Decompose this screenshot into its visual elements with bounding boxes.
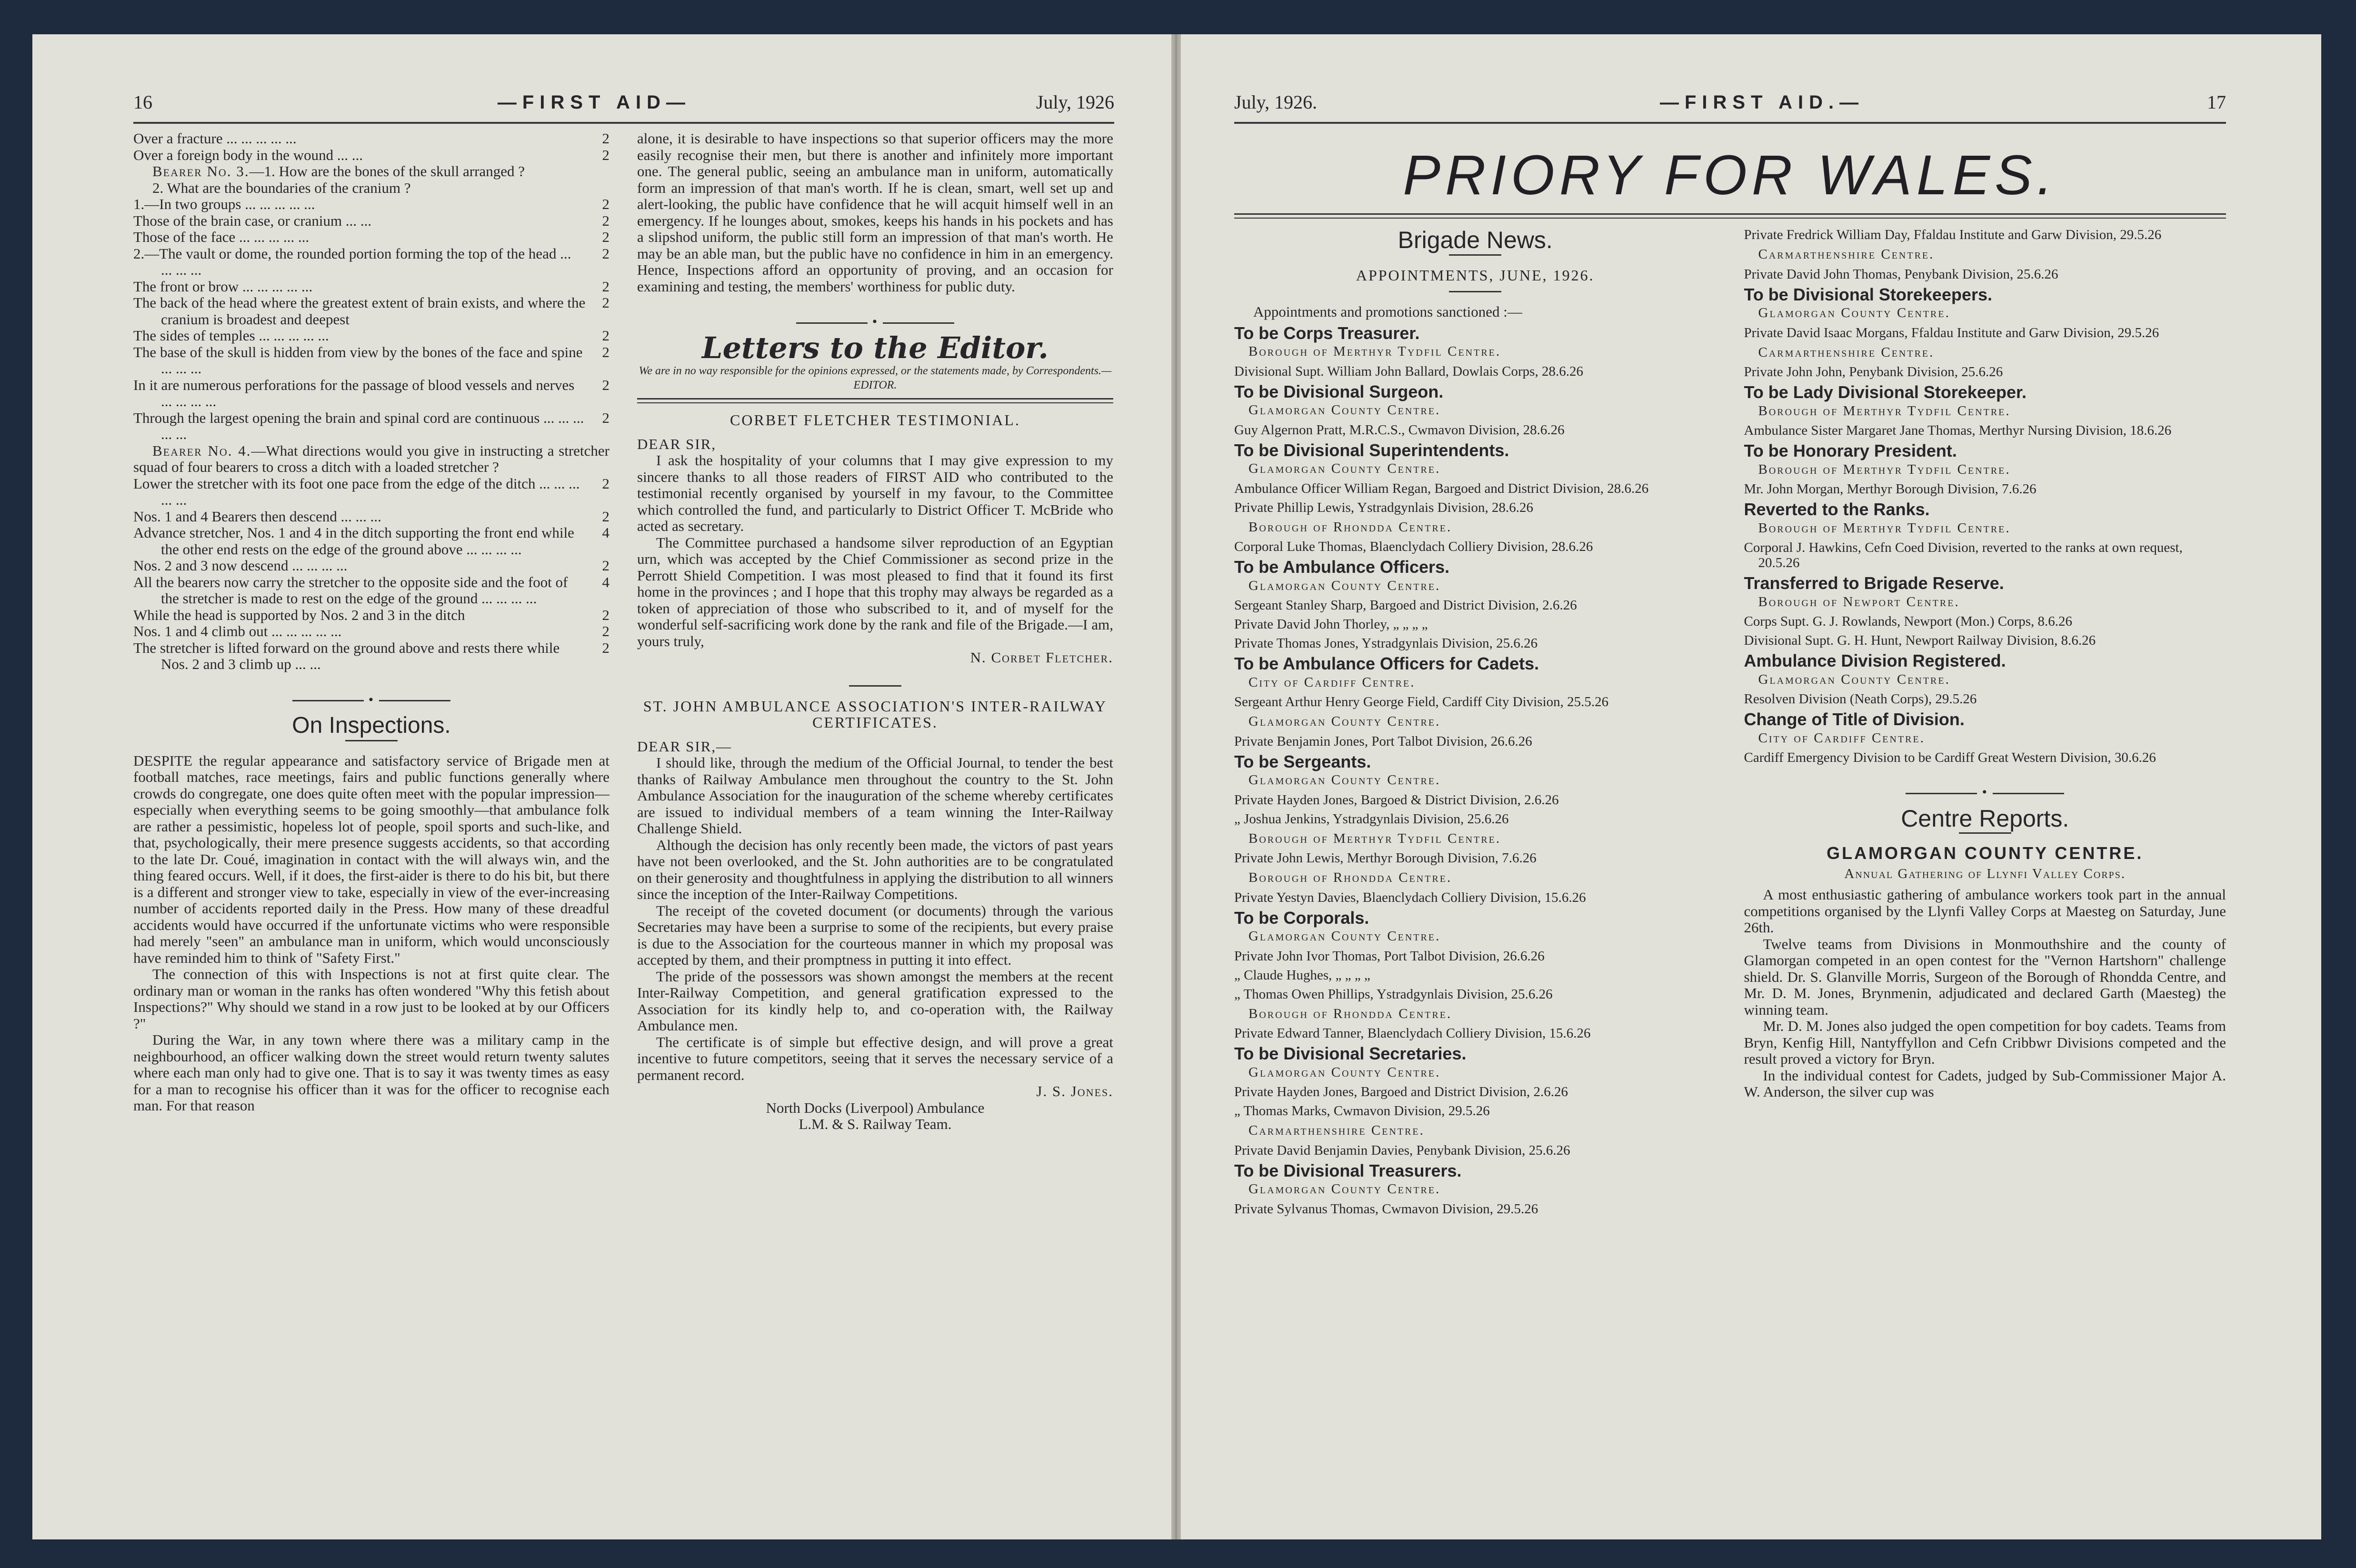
inspections-para: DESPITE the regular appearance and satisfactory service of Brigade men at football matches, race meetings, fairs and public functions generally where crowds do congregate, one does quite often meet with the popular impression—especially when everything seems to be going smoothly—that ambulance folk are rather a pessimistic, hopeless lot of people, spoil sports and such-like, and that, psychologically, their mere presence suggests accidents, so that according to the late Dr. Coué, imagination in contact with the will always win, and the thing feared occurs. Well, if it does, the first-aider is there to do his bit, but there is a different and stronger view to take, especially in view of the ever-increasing number of accidents reported daily in the Press. How many of these dreadful accidents would have occurred if the unfortunate victims who were responsible had merely "seen" an ambulance man in uniform, which would unconsciously have reminded him to think of "Safety First." xyxy=(133,752,609,966)
letter-para: Although the decision has only recently been made, the victors of past years have not been overlooked, and the St. John authorities are to be congratulated on their generosity and thoughtfulness in applying the distribution to all winners since the inception of the Inter-Railway Competitions. xyxy=(637,836,1113,902)
answer-text: Through the largest opening the brain and spinal cord are continuous ... ... ... ... ... xyxy=(133,409,584,442)
centre-name: Glamorgan County Centre. xyxy=(1758,305,1950,320)
short-rule xyxy=(345,740,398,741)
appointment-heading: To be Lady Divisional Storekeeper. xyxy=(1744,382,2027,402)
appointment-entry: Private Edward Tanner, Blaenclydach Colliery Division, 15.6.26 xyxy=(1234,1026,1591,1041)
appointment-entry: Private Yestyn Davies, Blaenclydach Colliery Division, 15.6.26 xyxy=(1234,889,1586,905)
answer-row xyxy=(133,229,609,246)
centre-name: City of Cardiff Centre. xyxy=(1758,730,1925,746)
short-rule xyxy=(849,685,901,687)
marks: 2 xyxy=(602,409,609,426)
answer-row xyxy=(133,377,609,410)
appointment-entry: Corps Supt. G. J. Rowlands, Newport (Mon.) Corps, 8.6.26 xyxy=(1744,614,2073,629)
report-para: Twelve teams from Divisions in Monmouthshire and the county of Glamorgan competed in an open contest for the "Vernon Hartshorn" challenge shield. Dr. S. Glanville Morris, Surgeon of the Borough of Rhondda Centre, and Mr. D. M. Jones, Brynmenin, adjudicated and declared Garth (Maesteg) the winning team. xyxy=(1744,935,2226,1018)
answer-text: 1.—In two groups ... ... ... ... ... xyxy=(133,196,315,212)
centre-name: Glamorgan County Centre. xyxy=(1248,461,1441,476)
centre-name: Borough of Rhondda Centre. xyxy=(1248,519,1452,535)
marks: 2 xyxy=(602,146,609,163)
appointment-entry: Private Hayden Jones, Bargoed and District Division, 2.6.26 xyxy=(1234,1084,1568,1099)
marks: 2 xyxy=(602,278,609,295)
centre-name: City of Cardiff Centre. xyxy=(1248,674,1416,690)
marks: 2 xyxy=(602,475,609,492)
marks: 2 xyxy=(602,343,609,360)
letter-para: The receipt of the coveted document (or documents) through the various Secretaries may have been a surprise to some of the recipients, but every praise is due to the Association for the courteous manner in which my proposal was accepted by them, and their promptness in putting it into effect. xyxy=(637,902,1113,968)
report-subheading: Annual Gathering of Llynfi Valley Corps. xyxy=(1844,866,2126,881)
appointment-entry: Private David John Thomas, Penybank Division, 25.6.26 xyxy=(1744,266,2058,282)
issue-date: July, 1926. xyxy=(1234,91,1318,113)
appointment-heading: To be Sergeants. xyxy=(1234,751,1371,771)
short-rule xyxy=(1449,291,1501,292)
answer-row xyxy=(133,558,609,574)
marks: 2 xyxy=(602,508,609,525)
appointment-heading: To be Divisional Surgeon. xyxy=(1234,381,1444,401)
sja-title: ST. JOHN AMBULANCE ASSOCIATION'S INTER-RAILWAY CERTIFICATES. xyxy=(643,697,1108,731)
signature: N. Corbet Fletcher. xyxy=(970,649,1113,666)
appointment-entry: Private John Ivor Thomas, Port Talbot Division, 26.6.26 xyxy=(1234,948,1545,964)
corbet-title: CORBET FLETCHER TESTIMONIAL. xyxy=(730,411,1020,429)
right-column-1 xyxy=(1234,227,1717,1220)
letter-para: I should like, through the medium of the Official Journal, to tender the best thanks of Railway Ambulance men throughout the country to the St. John Ambulance Association for the inauguration of the scheme whereby certificates are issued to individual members of a team winning the Inter-Railway Challenge Shield. xyxy=(637,754,1113,837)
salutation: DEAR SIR,— xyxy=(637,738,732,755)
appointment-heading: Transferred to Brigade Reserve. xyxy=(1744,573,2004,593)
centre-name: Glamorgan County Centre. xyxy=(1248,1064,1441,1080)
signature-address: L.M. & S. Railway Team. xyxy=(799,1116,952,1132)
appointment-entry: „ Joshua Jenkins, Ystradgynlais Division, 25.6.26 xyxy=(1234,811,1509,827)
centre-name: Borough of Rhondda Centre. xyxy=(1248,870,1452,885)
appointment-entry: Private Benjamin Jones, Port Talbot Division, 26.6.26 xyxy=(1234,733,1532,749)
appointment-entry: Guy Algernon Pratt, M.R.C.S., Cwmavon Division, 28.6.26 xyxy=(1234,422,1565,438)
answer-text: Nos. 2 and 3 now descend ... ... ... ... xyxy=(133,557,348,574)
answer-row xyxy=(133,574,609,607)
answer-text: Over a foreign body in the wound ... ... xyxy=(133,146,363,163)
letter-para: The Committee purchased a handsome silver reproduction of an Egyptian urn, which was accepted by the Chief Commissioner as second prize in the Perrott Shield Competition. I was most pleased to find that it found its first home in the provinces ; and I hope that this trophy may always be regarded as a token of appreciation of those who subscribed to it, and of myself for the wonderful self-sacrificing work done by the rank and file of the Brigade.—I am, yours truly, xyxy=(637,534,1113,649)
appointment-entry: Sergeant Stanley Sharp, Bargoed and District Division, 2.6.26 xyxy=(1234,598,1577,613)
answer-row xyxy=(133,509,609,525)
appointment-heading: To be Divisional Storekeepers. xyxy=(1744,284,1993,304)
running-head xyxy=(1234,87,2226,124)
letter-para: I ask the hospitality of your columns that I may give expression to my sincere thanks to all those readers of FIRST AID who contributed to the testimonial recently organised by yourself in my favour, to the Committee which controlled the fund, and particularly to District Officer T. McBride who acted as secretary. xyxy=(637,452,1113,534)
answer-text: Advance stretcher, Nos. 1 and 4 in the ditch supporting the front end while the other end rests on the edge of the ground above ... ... ... ... xyxy=(133,524,574,558)
masthead: —FIRST AID— xyxy=(497,92,691,113)
bearer3-question-2: 2. What are the boundaries of the cranium ? xyxy=(152,179,411,196)
answer-text: In it are numerous perforations for the passage of blood vessels and nerves ... ... ... ... xyxy=(133,376,575,409)
answer-text: All the bearers now carry the stretcher to the opposite side and the foot of the stretcher is made to rest on the edge of the ground ... ... ... ... xyxy=(133,573,568,607)
answer-row xyxy=(133,279,609,295)
centre-name: Glamorgan County Centre. xyxy=(1248,1181,1441,1197)
answer-text: The back of the head where the greatest extent of brain exists, and where the cranium is broadest and deepest xyxy=(133,294,586,328)
appointment-heading: To be Divisional Superintendents. xyxy=(1234,440,1509,460)
letter-para: The pride of the possessors was shown amongst the members at the recent Inter-Railway Competition, and general gratification expressed to the Association for its kindly help to, and co-operation with, the Railway Ambulance men. xyxy=(637,968,1113,1034)
right-column-2 xyxy=(1744,227,2226,1220)
answer-text: Nos. 1 and 4 Bearers then descend ... ... ... xyxy=(133,508,381,525)
appointment-entry: Resolven Division (Neath Corps), 29.5.26 xyxy=(1744,691,1977,707)
brigade-news-title: Brigade News. xyxy=(1398,227,1553,253)
report-para: Mr. D. M. Jones also judged the open competition for boy cadets. Teams from Bryn, Kenfig Hill, Nantyffyllon and Cefn Cribbwr Divisions competed and the result proved a victory for Bryn. xyxy=(1744,1018,2226,1067)
editor-disclaimer: We are in no way responsible for the opinions expressed, or the statements made, by Correspondents.—EDITOR. xyxy=(639,365,1112,391)
appointment-entry: Divisional Supt. G. H. Hunt, Newport Railway Division, 8.6.26 xyxy=(1744,633,2096,648)
answer-text: The sides of temples ... ... ... ... ... xyxy=(133,327,329,344)
answer-row xyxy=(133,328,609,344)
centre-name: Glamorgan County Centre. xyxy=(1248,714,1441,729)
appointment-entry: „ Claude Hughes, „ „ „ „ xyxy=(1234,967,1370,983)
appointment-entry: Mr. John Morgan, Merthyr Borough Division, 7.6.26 xyxy=(1744,481,2037,497)
marks: 2 xyxy=(602,294,609,311)
centre-name: Glamorgan County Centre. xyxy=(1758,671,1950,687)
appointment-heading: To be Ambulance Officers. xyxy=(1234,557,1450,577)
appointment-entry: Sergeant Arthur Henry George Field, Cardiff City Division, 25.5.26 xyxy=(1234,694,1609,709)
appointment-heading: To be Corporals. xyxy=(1234,908,1369,928)
ornament-divider: • xyxy=(637,314,1113,330)
centre-name: Carmarthenshire Centre. xyxy=(1758,344,1935,360)
centre-name: Glamorgan County Centre. xyxy=(1248,578,1441,593)
right-page xyxy=(1181,34,2321,1539)
answer-row xyxy=(133,607,609,624)
centre-name: Borough of Rhondda Centre. xyxy=(1248,1006,1452,1021)
answer-row xyxy=(133,246,609,279)
centre-name: Borough of Merthyr Tydfil Centre. xyxy=(1758,403,2011,419)
ornament-divider: • xyxy=(1744,784,2226,801)
short-rule xyxy=(1959,832,2011,834)
marks: 2 xyxy=(602,639,609,656)
bearer3-question: Bearer No. 3.—1. How are the bones of the skull arranged ? xyxy=(152,163,525,180)
appointment-entry: Private Sylvanus Thomas, Cwmavon Division, 29.5.26 xyxy=(1234,1201,1538,1217)
priory-title: PRIORY FOR WALES. xyxy=(1403,144,2057,207)
report-para: In the individual contest for Cadets, judged by Sub-Commissioner Major A. W. Anderson, the silver cup was xyxy=(1744,1067,2226,1100)
answer-text: The front or brow ... ... ... ... ... xyxy=(133,278,313,295)
inspections-para: The connection of this with Inspections is not at first quite clear. The ordinary man or woman in the ranks has often wondered "Why this fetish about Inspections?" Why should we stand in a row just to be looked at by our Officers ?" xyxy=(133,966,609,1032)
salutation: DEAR SIR, xyxy=(637,435,717,452)
centre-name: Glamorgan County Centre. xyxy=(1248,772,1441,788)
appointment-entry: Cardiff Emergency Division to be Cardiff Great Western Division, 30.6.26 xyxy=(1744,750,2156,765)
appointment-entry: Private David Isaac Morgans, Ffaldau Institute and Garw Division, 29.5.26 xyxy=(1744,325,2159,340)
answer-text: Over a fracture ... ... ... ... ... xyxy=(133,130,297,147)
appointments-intro: Appointments and promotions sanctioned :— xyxy=(1253,303,1522,320)
bearer4-question: Bearer No. 4.—What directions would you give in instructing a stretcher squad of four bearers to cross a ditch with a loaded stretcher ? xyxy=(133,442,609,475)
marks: 2 xyxy=(602,623,609,639)
appointment-heading: Reverted to the Ranks. xyxy=(1744,499,1930,519)
appointment-heading: To be Divisional Treasurers. xyxy=(1234,1160,1462,1180)
centre-name: Borough of Merthyr Tydfil Centre. xyxy=(1248,344,1501,359)
appointment-heading: To be Honorary President. xyxy=(1744,441,1957,460)
letter-para: The certificate is of simple but effective design, and will prove a great incentive to future competitors, seeing that it serves the necessary service of a permanent record. xyxy=(637,1033,1113,1083)
appointments-title: APPOINTMENTS, JUNE, 1926. xyxy=(1356,266,1595,284)
appointment-entry: Private Phillip Lewis, Ystradgynlais Division, 28.6.26 xyxy=(1234,499,1534,515)
marks: 2 xyxy=(602,245,609,262)
inspections-continued: alone, it is desirable to have inspections so that superior officers may the more easily recognise their men, but there is another and infinitely more important one. The general public, seeing an ambulance man in uniform, automatically form an impression of that man's worth. If he is clean, smart, well set up and alert-looking, the public have confidence that he will acquit himself well in an emergency. If he lounges about, smokes, keeps his hands in his pockets and has a slipshod uniform, the public still form an impression of that man's worth. He may be an able man, but the public have no confidence in him in an emergency. Hence, Inspections afford an opportunity of proving, and an occasion for examining and testing, the members' worthiness for public duty. xyxy=(637,130,1113,295)
marks: 4 xyxy=(602,524,609,541)
left-column-1 xyxy=(133,130,609,1133)
answer-row xyxy=(133,640,609,673)
answer-row xyxy=(133,410,609,443)
inspections-para: During the War, in any town where there was a military camp in the neighbourhood, an officer walking down the street would return twenty salutes where each man only had to give one. That is to say it was twenty times as easy for a man to recognise his officer than it was for the officer to recognise each man. For that reason xyxy=(133,1031,609,1114)
report-centre-heading: GLAMORGAN COUNTY CENTRE. xyxy=(1827,843,2144,863)
appointment-entry: Private Thomas Jones, Ystradgynlais Division, 25.6.26 xyxy=(1234,636,1538,651)
letters-title: Letters to the Editor. xyxy=(702,330,1048,365)
appointment-heading: To be Divisional Secretaries. xyxy=(1234,1044,1467,1063)
centre-name: Borough of Merthyr Tydfil Centre. xyxy=(1758,520,2011,536)
answer-text: 2.—The vault or dome, the rounded portion forming the top of the head ... ... ... ... xyxy=(133,245,571,278)
answer-row xyxy=(133,344,609,377)
ornament-divider: • xyxy=(133,692,609,709)
appointment-entry: „ Thomas Marks, Cwmavon Division, 29.5.26 xyxy=(1234,1103,1490,1119)
answer-row xyxy=(133,213,609,230)
double-rule xyxy=(1234,213,2226,219)
answer-text: Lower the stretcher with its foot one pace from the edge of the ditch ... ... ... ... ... xyxy=(133,475,580,508)
answer-row xyxy=(133,196,609,213)
appointment-heading: Ambulance Division Registered. xyxy=(1744,651,2006,670)
answer-row xyxy=(133,147,609,164)
answer-row xyxy=(133,623,609,640)
appointment-entry: Corporal Luke Thomas, Blaenclydach Colliery Division, 28.6.26 xyxy=(1234,539,1593,554)
answer-text: Nos. 1 and 4 climb out ... ... ... ... ... xyxy=(133,623,342,639)
appointment-entry: Corporal J. Hawkins, Cefn Coed Division, reverted to the ranks at own request, 20.5.26 xyxy=(1744,540,2183,570)
answer-text: While the head is supported by Nos. 2 and 3 in the ditch xyxy=(133,606,465,623)
centre-name: Glamorgan County Centre. xyxy=(1248,402,1441,418)
double-rule xyxy=(637,398,1113,403)
centre-name: Glamorgan County Centre. xyxy=(1248,929,1441,944)
centre-name: Borough of Merthyr Tydfil Centre. xyxy=(1248,830,1501,846)
marks: 2 xyxy=(602,212,609,229)
masthead: —FIRST AID.— xyxy=(1659,92,1865,113)
marks: 2 xyxy=(602,557,609,574)
appointment-entry: Ambulance Officer William Regan, Bargoed and District Division, 28.6.26 xyxy=(1234,480,1649,496)
marks: 4 xyxy=(602,573,609,590)
appointment-entry: Divisional Supt. William John Ballard, Dowlais Corps, 28.6.26 xyxy=(1234,363,1583,379)
answer-row xyxy=(133,130,609,147)
marks: 2 xyxy=(602,327,609,344)
appointment-heading: Change of Title of Division. xyxy=(1744,709,1965,729)
marks: 2 xyxy=(602,376,609,393)
appointment-heading: To be Corps Treasurer. xyxy=(1234,323,1420,343)
signature: J. S. Jones. xyxy=(1036,1083,1113,1099)
appointment-heading: To be Ambulance Officers for Cadets. xyxy=(1234,654,1539,673)
marks: 2 xyxy=(602,229,609,245)
answer-text: The base of the skull is hidden from view by the bones of the face and spine ... ... ... xyxy=(133,343,583,377)
appointment-entry: Private Fredrick William Day, Ffaldau Institute and Garw Division, 29.5.26 xyxy=(1744,227,2162,242)
centre-name: Carmarthenshire Centre. xyxy=(1248,1123,1425,1138)
marks: 2 xyxy=(602,606,609,623)
appointment-entry: Private David Benjamin Davies, Penybank Division, 25.6.26 xyxy=(1234,1142,1570,1158)
inspections-title: On Inspections. xyxy=(292,713,451,738)
short-rule xyxy=(1449,254,1501,256)
page-number: 17 xyxy=(2207,91,2226,113)
appointment-entry: Ambulance Sister Margaret Jane Thomas, Merthyr Nursing Division, 18.6.26 xyxy=(1744,423,2172,438)
signature-address: North Docks (Liverpool) Ambulance xyxy=(766,1099,985,1116)
appointment-entry: Private John Lewis, Merthyr Borough Division, 7.6.26 xyxy=(1234,850,1537,866)
running-head xyxy=(133,87,1114,124)
answer-text: The stretcher is lifted forward on the ground above and rests there while Nos. 2 and 3 climb up ... ... xyxy=(133,639,560,672)
marks: 2 xyxy=(602,196,609,212)
answer-row xyxy=(133,295,609,328)
issue-date: July, 1926 xyxy=(1036,91,1114,113)
centre-name: Borough of Newport Centre. xyxy=(1758,594,1960,609)
answer-text: Those of the brain case, or cranium ... ... xyxy=(133,212,372,229)
answer-text: Those of the face ... ... ... ... ... xyxy=(133,229,309,245)
left-page xyxy=(32,34,1171,1539)
appointment-entry: Private Hayden Jones, Bargoed & District Division, 2.6.26 xyxy=(1234,792,1559,808)
appointment-entry: Private John John, Penybank Division, 25.6.26 xyxy=(1744,364,2003,380)
left-column-2 xyxy=(637,130,1113,1133)
centre-name: Borough of Merthyr Tydfil Centre. xyxy=(1758,461,2011,477)
page-number: 16 xyxy=(133,91,152,113)
marks: 2 xyxy=(602,130,609,147)
centre-reports-title: Centre Reports. xyxy=(1901,805,2069,832)
answer-row xyxy=(133,476,609,509)
centre-name: Carmarthenshire Centre. xyxy=(1758,247,1935,262)
answer-row xyxy=(133,525,609,558)
appointment-entry: „ Thomas Owen Phillips, Ystradgynlais Division, 25.6.26 xyxy=(1234,986,1553,1002)
appointment-entry: Private David John Thorley, „ „ „ „ xyxy=(1234,617,1428,632)
report-para: A most enthusiastic gathering of ambulance workers took part in the annual competitions organised by the Llynfi Valley Corps at Maesteg on Saturday, June 26th. xyxy=(1744,886,2226,936)
